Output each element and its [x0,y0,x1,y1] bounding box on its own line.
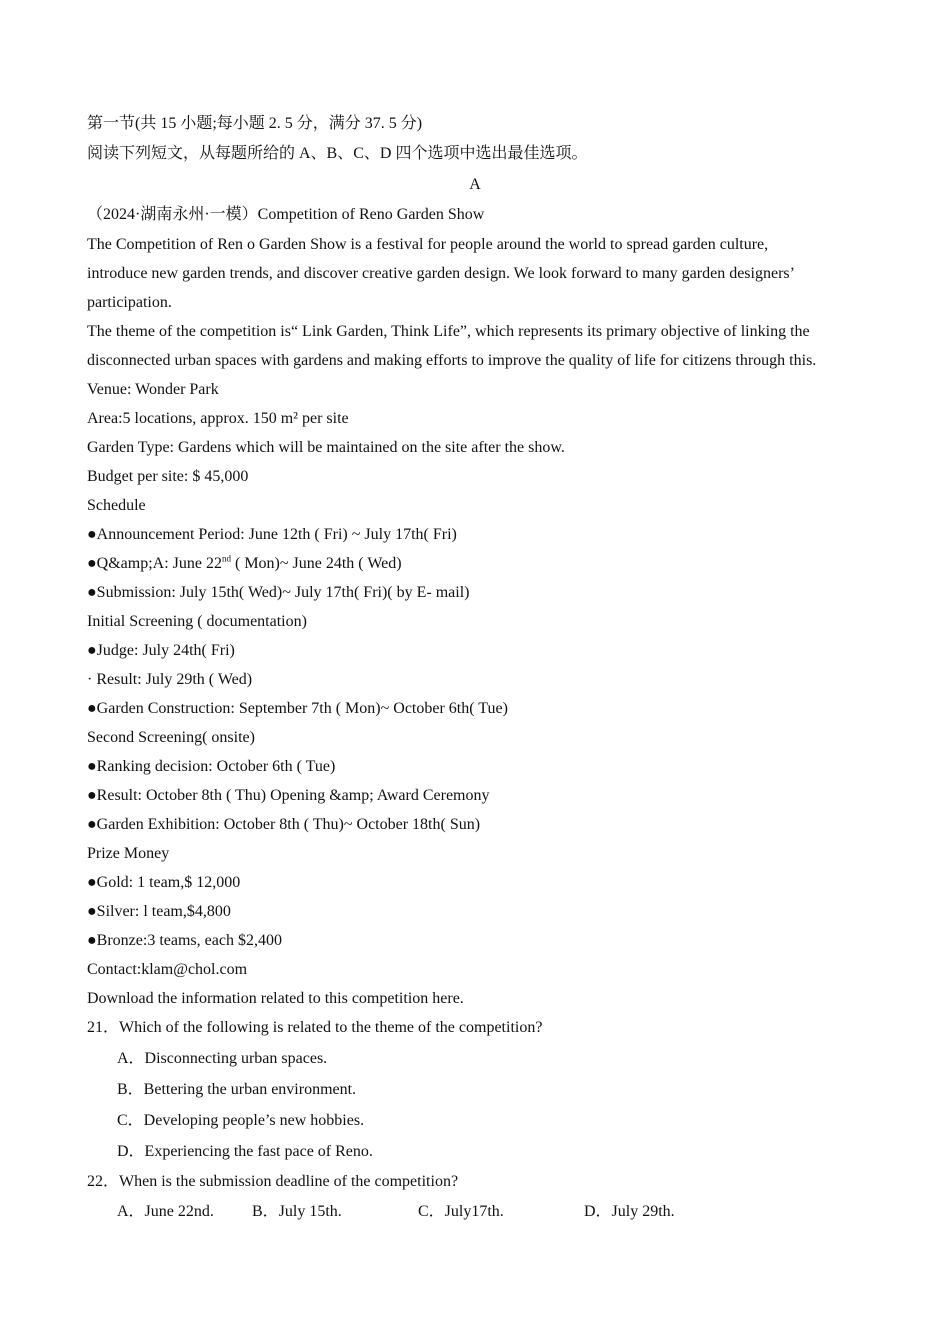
qa-suffix: ( Mon)~ June 24th ( Wed) [230,555,402,572]
venue: Venue: Wonder Park [87,381,219,398]
schedule-result-1: · Result: July 29th ( Wed) [87,671,253,688]
section-header: 第一节(共 15 小题;每小题 2. 5 分，满分 37. 5 分) [87,115,423,132]
schedule-heading: Schedule [87,497,146,514]
initial-screening-heading: Initial Screening ( documentation) [87,613,307,630]
schedule-construction: ●Garden Construction: September 7th ( Mon)~ October 6th( Tue) [87,700,508,717]
download-note: Download the information related to this competition here. [87,990,464,1007]
question-22-option-b: B．July 15th. [252,1203,342,1220]
paragraph-1-line-1: The Competition of Ren o Garden Show is a festival for people around the world to spread garden culture, [87,236,769,253]
question-22-option-c: C．July17th. [418,1203,504,1220]
schedule-ranking: ●Ranking decision: October 6th ( Tue) [87,758,336,775]
paragraph-2-line-2: disconnected urban spaces with gardens and making efforts to improve the quality of life for citizens through this. [87,352,817,369]
area: Area:5 locations, approx. 150 m² per site [87,410,349,427]
contact: Contact:klam@chol.com [87,961,248,978]
paragraph-1-line-2: introduce new garden trends, and discover creative garden design. We look forward to many garden designers’ [87,265,795,282]
passage-letter: A [469,176,481,193]
prize-heading: Prize Money [87,845,170,862]
schedule-exhibition: ●Garden Exhibition: October 8th ( Thu)~ October 18th( Sun) [87,816,481,833]
prize-silver: ●Silver: l team,$4,800 [87,903,231,920]
question-21-option-a: A．Disconnecting urban spaces. [117,1050,328,1067]
question-22-option-d: D．July 29th. [584,1203,675,1220]
passage-title: （2024·湖南永州·一模）Competition of Reno Garden Show [87,206,485,223]
question-22-options [0,1202,950,1222]
schedule-announcement: ●Announcement Period: June 12th ( Fri) ~ July 17th( Fri) [87,526,457,543]
paragraph-2-line-1: The theme of the competition is“ Link Garden, Think Life”, which represents its primary objective of linking the [87,323,810,340]
prize-gold: ●Gold: 1 team,$ 12,000 [87,874,241,891]
prize-bronze: ●Bronze:3 teams, each $2,400 [87,932,282,949]
garden-type: Garden Type: Gardens which will be maintained on the site after the show. [87,439,565,456]
question-21-stem: 21．Which of the following is related to the theme of the competition? [87,1019,543,1036]
question-21-option-d: D．Experiencing the fast pace of Reno. [117,1143,373,1160]
question-21-option-c: C．Developing people’s new hobbies. [117,1112,365,1129]
schedule-judge: ●Judge: July 24th( Fri) [87,642,235,659]
schedule-submission: ●Submission: July 15th( Wed)~ July 17th( Fri)( by E- mail) [87,584,470,601]
paragraph-1-line-3: participation. [87,294,172,311]
question-22-stem: 22．When is the submission deadline of the competition? [87,1173,459,1190]
qa-prefix: ●Q&amp;A: June 22 [87,555,222,572]
instructions: 阅读下列短文，从每题所给的 A、B、C、D 四个选项中选出最佳选项。 [87,145,588,162]
second-screening-heading: Second Screening( onsite) [87,729,255,746]
question-21-option-b: B．Bettering the urban environment. [117,1081,357,1098]
question-22-option-a: A．June 22nd. [117,1203,214,1220]
schedule-qa [87,554,402,574]
qa-superscript: nd [221,553,231,564]
budget: Budget per site: $ 45,000 [87,468,249,485]
schedule-result-2: ●Result: October 8th ( Thu) Opening &amp; Award Ceremony [87,787,490,804]
